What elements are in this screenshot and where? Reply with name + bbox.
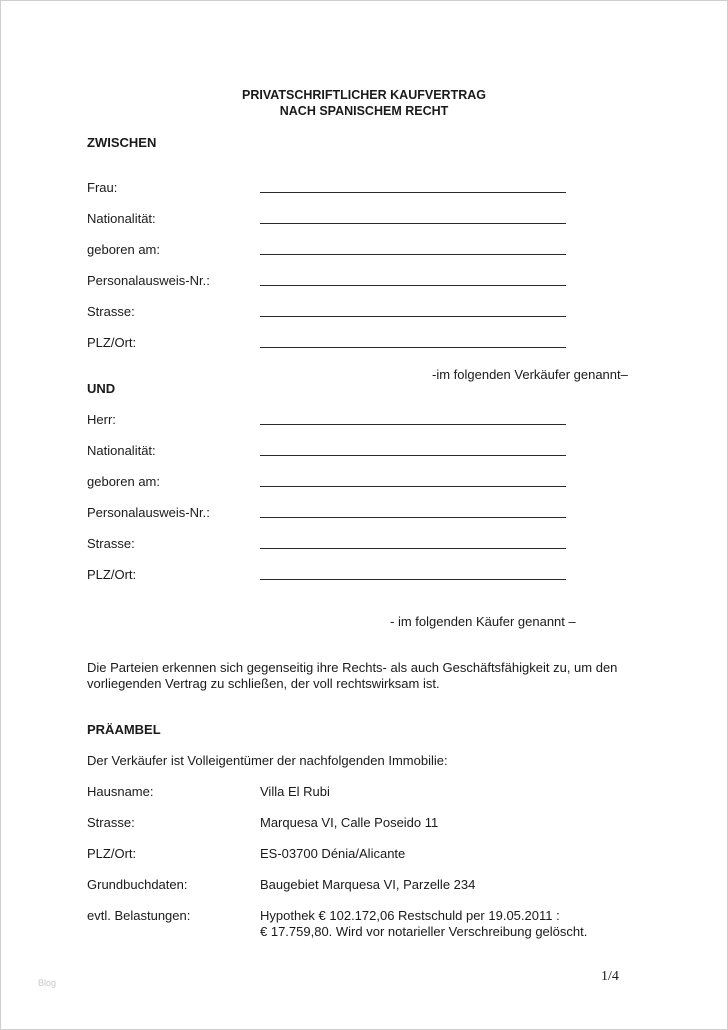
section-heading-praeambel: PRÄAMBEL	[87, 722, 161, 737]
seller-fill-line	[260, 223, 566, 224]
property-value: Baugebiet Marquesa VI, Parzelle 234	[260, 877, 476, 892]
property-value: ES-03700 Dénia/Alicante	[260, 846, 406, 861]
buyer-fill-line	[260, 548, 566, 549]
buyer-fill-line	[260, 424, 566, 425]
preamble-intro: Der Verkäufer ist Volleigentümer der nachfolgenden Immobilie:	[87, 753, 448, 768]
buyer-field-label: Nationalität:	[87, 443, 156, 458]
document-title-line-2: NACH SPANISCHEM RECHT	[279, 104, 449, 118]
document-title-line-1: PRIVATSCHRIFTLICHER KAUFVERTRAG	[242, 88, 486, 102]
seller-fill-line	[260, 316, 566, 317]
seller-fill-line	[260, 285, 566, 286]
section-heading-zwischen: ZWISCHEN	[87, 135, 157, 150]
seller-field-label: geboren am:	[87, 242, 160, 257]
seller-fill-line	[260, 192, 566, 193]
watermark: Blog	[38, 978, 57, 988]
property-value: Hypothek € 102.172,06 Restschuld per 19.05.2011 :	[260, 908, 560, 923]
seller-designation-note: -im folgenden Verkäufer genannt–	[432, 367, 628, 382]
seller-field-label: Nationalität:	[87, 211, 156, 226]
buyer-field-label: Strasse:	[87, 536, 135, 551]
buyer-fill-line	[260, 517, 566, 518]
property-label: Hausname:	[87, 784, 154, 799]
seller-fill-line	[260, 347, 566, 348]
section-heading-und: UND	[87, 381, 116, 396]
page-number: 1/4	[601, 969, 619, 984]
parties-paragraph	[87, 660, 647, 692]
property-value: Villa El Rubi	[260, 784, 330, 799]
property-label: Grundbuchdaten:	[87, 877, 188, 892]
property-label: Strasse:	[87, 815, 135, 830]
buyer-fill-line	[260, 579, 566, 580]
buyer-field-label: geboren am:	[87, 474, 160, 489]
buyer-field-label: Personalausweis-Nr.:	[87, 505, 210, 520]
parties-paragraph-line-1: Die Parteien erkennen sich gegenseitig ihre Rechts- als auch Geschäftsfähigkeit zu, um den	[87, 660, 618, 675]
property-value-continued: € 17.759,80. Wird vor notarieller Verschreibung gelöscht.	[260, 924, 588, 939]
buyer-designation-note: - im folgenden Käufer genannt –	[390, 614, 576, 629]
seller-field-label: PLZ/Ort:	[87, 335, 137, 350]
buyer-field-label: PLZ/Ort:	[87, 567, 137, 582]
seller-field-label: Strasse:	[87, 304, 135, 319]
seller-field-label: Personalausweis-Nr.:	[87, 273, 210, 288]
property-label: PLZ/Ort:	[87, 846, 137, 861]
seller-fill-line	[260, 254, 566, 255]
property-label: evtl. Belastungen:	[87, 908, 191, 923]
buyer-fill-line	[260, 455, 566, 456]
buyer-field-label: Herr:	[87, 412, 116, 427]
property-value: Marquesa VI, Calle Poseido 11	[260, 815, 439, 830]
buyer-fill-line	[260, 486, 566, 487]
parties-paragraph-line-2: vorliegenden Vertrag zu schließen, der voll rechtswirksam ist.	[87, 676, 440, 691]
seller-field-label: Frau:	[87, 180, 118, 195]
